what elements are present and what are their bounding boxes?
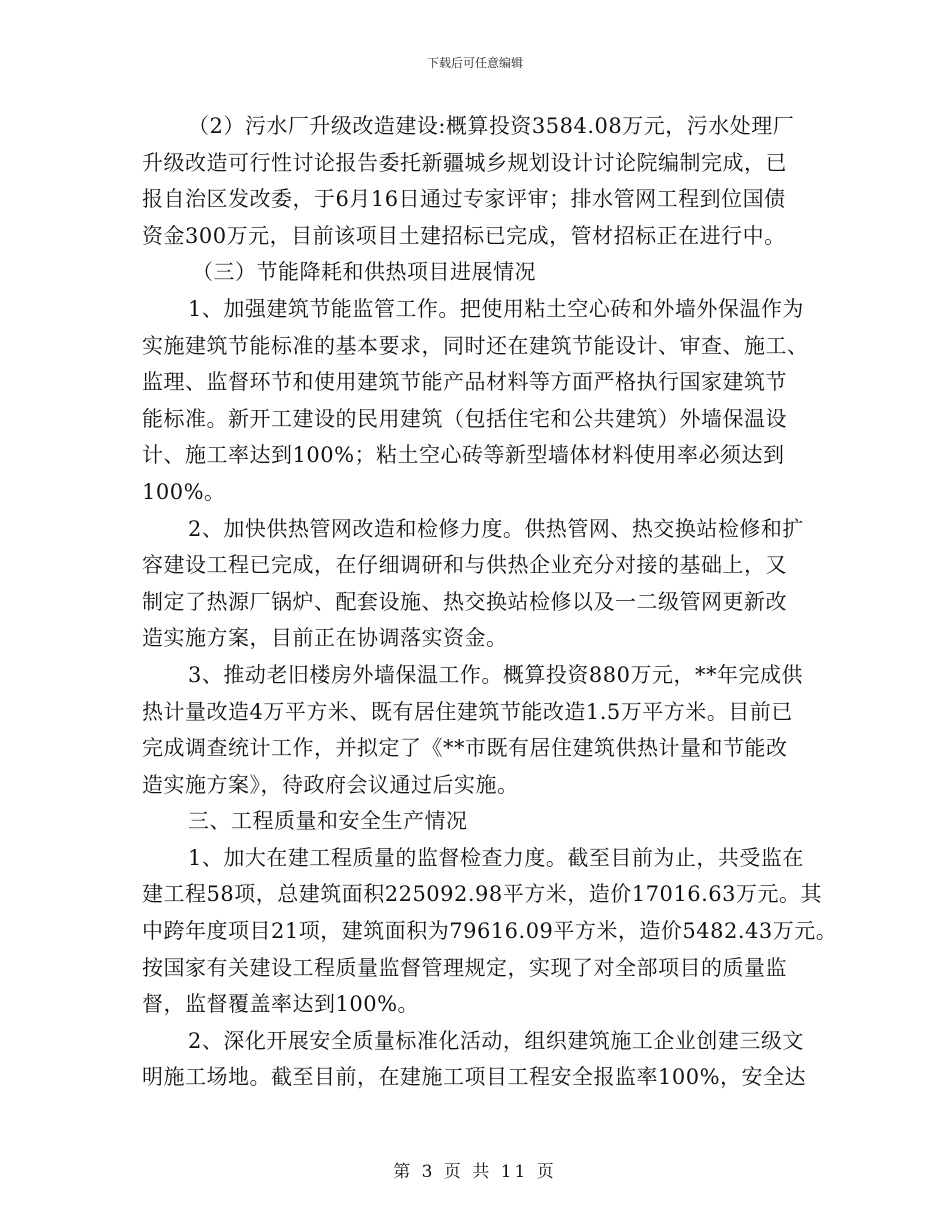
paragraph-line: 容建设工程已完成，在仔细调研和与供热企业充分对接的基础上，又	[142, 553, 787, 578]
paragraph-line: 实施建筑节能标准的基本要求，同时还在建筑节能设计、审查、施工、	[142, 333, 809, 358]
paragraph-line: 中跨年度项目21项，建筑面积为79616.09平方米，造价5482.43万元。	[142, 919, 838, 944]
paragraph-line: 完成调查统计工作，并拟定了《**市既有居住建筑供热计量和节能改	[142, 736, 788, 761]
paragraph-line: 2、深化开展安全质量标准化活动，组织建筑施工企业创建三级文	[188, 1028, 804, 1053]
paragraph-line: 2、加快供热管网改造和检修力度。供热管网、热交换站检修和扩	[188, 516, 804, 541]
section-heading: （三）节能降耗和供热项目进展情况	[192, 260, 536, 285]
paragraph-line: 建工程58项，总建筑面积225092.98平方米，造价17016.63万元。其	[142, 882, 822, 907]
paragraph-line: 按国家有关建设工程质量监督管理规定，实现了对全部项目的质量监	[142, 955, 787, 980]
paragraph-line: （2）污水厂升级改造建设:概算投资3584.08万元，污水处理厂	[188, 114, 795, 138]
paragraph-line: 1、加大在建工程质量的监督检查力度。截至目前为止，共受监在	[188, 845, 804, 870]
paragraph-line: 制定了热源厂锅炉、配套设施、热交换站检修以及一二级管网更新改	[142, 589, 787, 614]
paragraph-line: 能标准。新开工建设的民用建筑（包括住宅和公共建筑）外墙保温设	[142, 406, 787, 431]
paragraph-line: 3、推动老旧楼房外墙保温工作。概算投资880万元，**年完成供	[188, 662, 803, 687]
paragraph-line: 升级改造可行性讨论报告委托新疆城乡规划设计讨论院编制完成，已	[142, 150, 787, 175]
paragraph-line: 资金300万元，目前该项目土建招标已完成，管材招标正在进行中。	[142, 223, 786, 248]
document-body	[142, 108, 838, 1096]
paragraph-line: 热计量改造4万平方米、既有居住建筑节能改造1.5万平方米。目前已	[142, 699, 793, 724]
paragraph-line: 明施工场地。截至目前，在建施工项目工程安全报监率100%，安全达	[142, 1065, 807, 1090]
paragraph-line: 造实施方案，目前正在协调落实资金。	[142, 626, 508, 651]
paragraph-line: 报自治区发改委，于6月16日通过专家评审；排水管网工程到位国债	[142, 187, 786, 212]
section-heading: 三、工程质量和安全生产情况	[188, 809, 468, 834]
paragraph-line: 100%。	[142, 479, 226, 504]
paragraph-line: 计、施工率达到100%；粘土空心砖等新型墙体材料使用率必须达到	[142, 443, 785, 468]
paragraph-line: 造实施方案》，待政府会议通过后实施。	[142, 772, 519, 797]
paragraph-line: 1、加强建筑节能监管工作。把使用粘土空心砖和外墙外保温作为	[188, 296, 804, 321]
page-footer: 第 3 页 共 11 页	[393, 1162, 557, 1182]
paragraph-line: 监理、监督环节和使用建筑节能产品材料等方面严格执行国家建筑节	[142, 370, 787, 395]
paragraph-line: 督，监督覆盖率达到100%。	[142, 992, 420, 1017]
page-header: 下载后可任意编辑	[426, 56, 523, 70]
